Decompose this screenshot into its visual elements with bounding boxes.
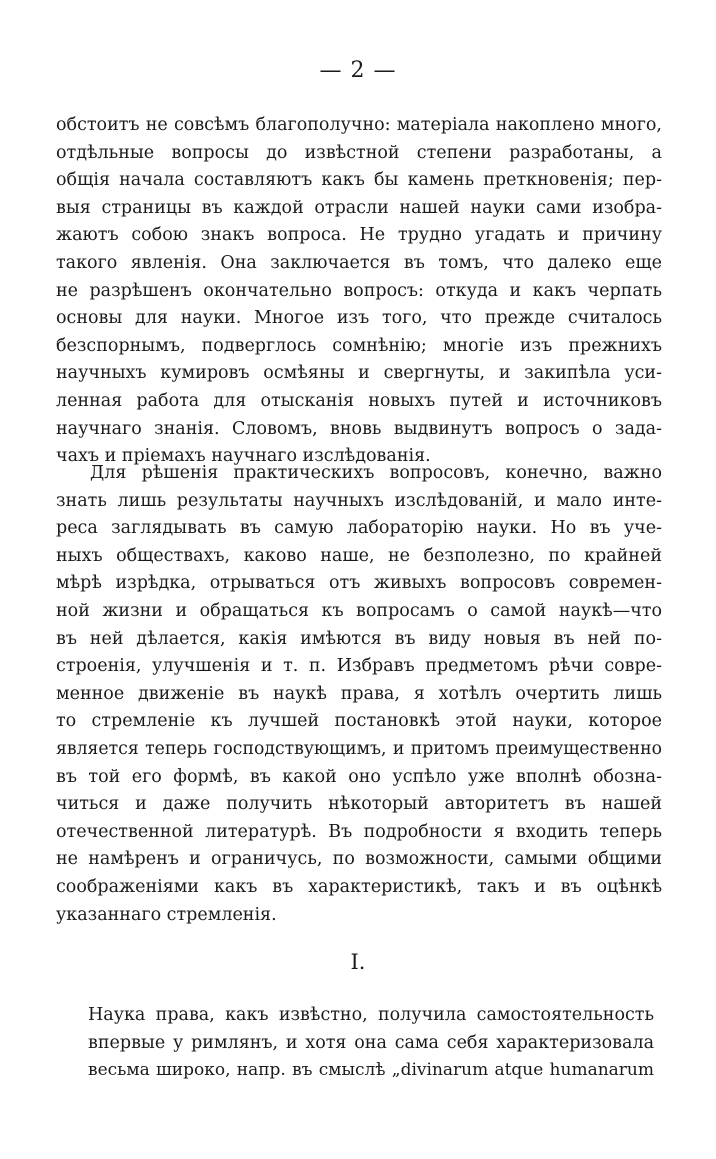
text-line: ной жизни и обращаться къ вопросамъ о самой наукѣ—что (56, 600, 662, 621)
text-line: ленная работа для отысканія новыхъ путей и источниковъ (56, 390, 662, 411)
text-line: указаннаго стремленія. (56, 904, 277, 925)
text-line: читься и даже получить нѣкоторый авторитетъ въ нашей (56, 794, 662, 815)
paragraph-2 (56, 460, 662, 929)
section-heading: I. (350, 950, 366, 974)
text-line: является теперь господствующимъ, и притомъ преимущественно (56, 738, 662, 759)
page-number: — 2 — (319, 58, 397, 83)
text-line: въ ней дѣлается, какія имѣются въ виду новыя въ ней по- (56, 628, 662, 649)
text-line: научнаго знанія. Словомъ, вновь выдвинутъ вопросъ о зада- (56, 418, 662, 439)
text-line: строенія, улучшенія и т. п. Избравъ предметомъ рѣчи совре- (56, 656, 662, 677)
text-line: основы для науки. Многое изъ того, что прежде считалось (56, 308, 662, 329)
paragraph-1 (56, 112, 662, 471)
text-line: знать лишь результаты научныхъ изслѣдованій, и мало инте- (56, 490, 662, 511)
text-line: менное движеніе въ наукѣ права, я хотѣлъ очертить лишь (56, 683, 662, 704)
text-line: соображеніями какъ въ характеристикѣ, такъ и въ оцѣнкѣ (56, 876, 662, 897)
text-line: жаютъ собою знакъ вопроса. Не трудно угадать и причину (56, 225, 662, 246)
text-line: ныхъ обществахъ, каково наше, не безполезно, по крайней (56, 545, 662, 566)
paragraph-3 (88, 1002, 654, 1085)
text-line: не разрѣшенъ окончательно вопросъ: откуда и какъ черпать (56, 280, 662, 301)
text-line: такого явленія. Она заключается въ томъ, что далеко еще (56, 252, 662, 273)
text-line: въ той его формѣ, въ какой оно успѣло уже вполнѣ обозна- (56, 766, 662, 787)
text-line: выя страницы въ каждой отрасли нашей науки сами изобра- (56, 197, 662, 218)
text-line: весьма широко, напр. въ смыслѣ „divinarum atque humanarum (88, 1060, 654, 1081)
text-line: научныхъ кумировъ осмѣяны и свергнуты, и закипѣла уси- (56, 363, 662, 384)
text-line: обстоитъ не совсѣмъ благополучно: матеріала накоплено много, (56, 115, 662, 135)
text-line: впервые у римлянъ, и хотя она сама себя характеризовала (88, 1032, 654, 1053)
text-line: не намѣренъ и ограничусь, по возможности, самыми общими (56, 849, 662, 870)
text-line: то стремленіе къ лучшей постановкѣ этой науки, которое (56, 711, 662, 732)
text-line: мѣрѣ изрѣдка, отрываться отъ живыхъ вопросовъ современ- (56, 573, 662, 594)
text-line: Наука права, какъ извѣстно, получила самостоятельность (88, 1005, 654, 1025)
text-line: отдѣльные вопросы до извѣстной степени разработаны, а (56, 142, 662, 163)
text-line: отечественной литературѣ. Въ подробности я входить теперь (56, 821, 662, 842)
text-line: чахъ и пріемахъ научнаго изслѣдованія. (56, 446, 431, 467)
text-line: Для рѣшенія практическихъ вопросовъ, конечно, важно (90, 463, 662, 483)
text-line: общія начала составляютъ какъ бы камень преткновенія; пер- (56, 170, 662, 191)
text-line: реса заглядывать въ самую лабораторію науки. Но въ уче- (56, 518, 662, 539)
text-line: безспорнымъ, подверглось сомнѣнію; многіе изъ прежнихъ (56, 335, 662, 356)
